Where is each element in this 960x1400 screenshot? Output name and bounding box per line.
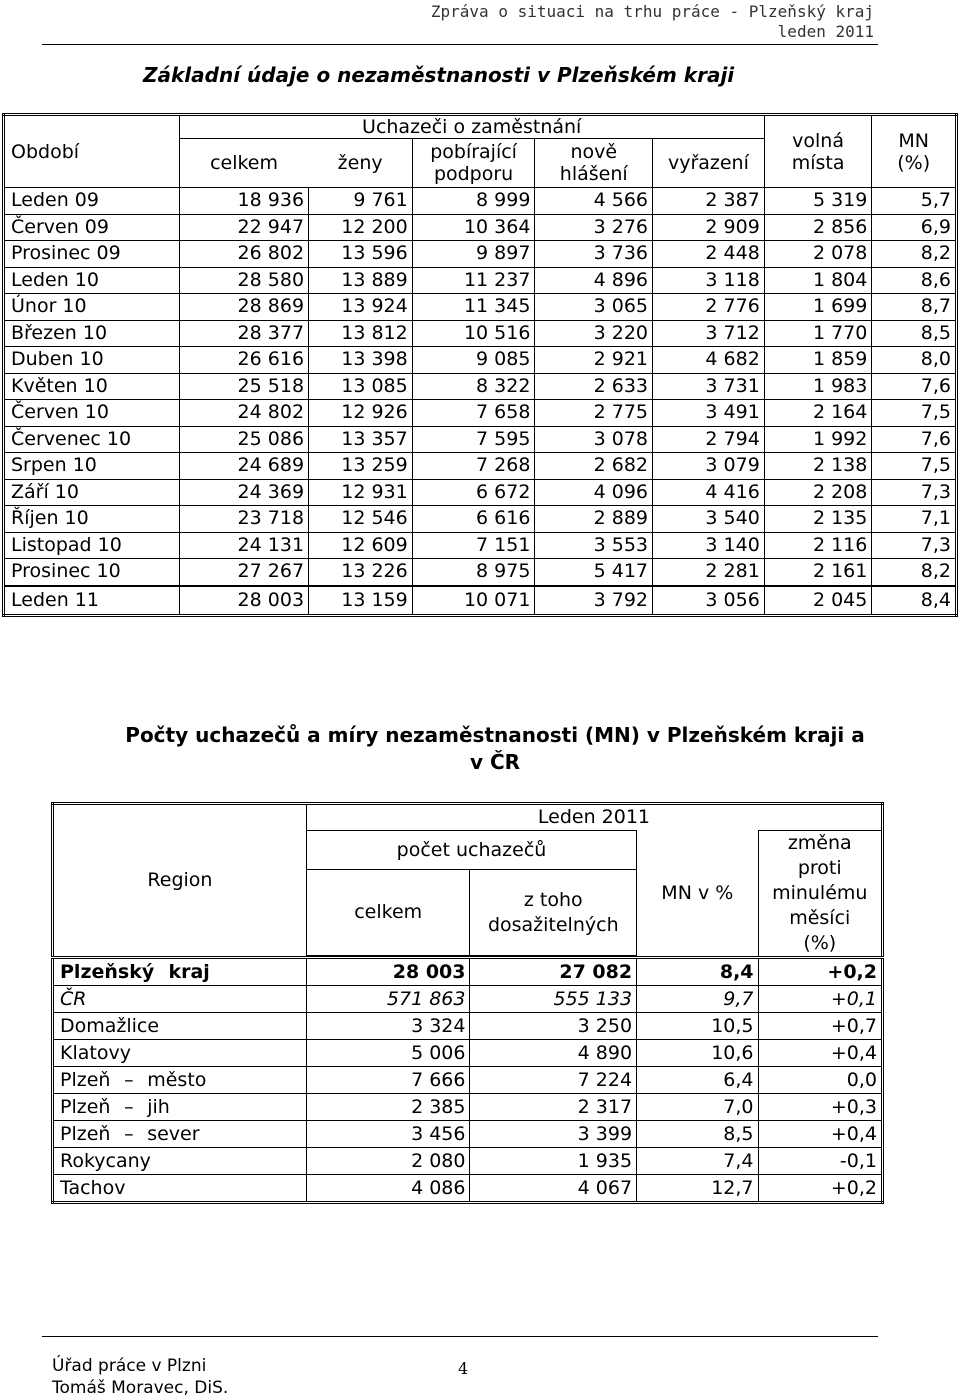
report-title: Zpráva o situaci na trhu práce - Plzeňský kraj [430, 2, 874, 21]
value-cell: 3 118 [653, 267, 765, 294]
value-cell: 7,5 [872, 453, 957, 480]
table-row [4, 559, 957, 586]
value-cell: 1 804 [764, 267, 872, 294]
value-cell: 3 731 [653, 373, 765, 400]
value-cell: 13 924 [309, 294, 413, 321]
table-row [4, 214, 957, 241]
value-cell: 2 045 [764, 586, 872, 616]
region-cell: Tachov [53, 1175, 307, 1203]
regions-table [51, 802, 884, 1204]
value-cell: 2 448 [653, 241, 765, 268]
table-row [53, 986, 883, 1013]
value-cell: 27 267 [179, 559, 308, 586]
value-cell: 2 138 [764, 453, 872, 480]
period-cell: Červen 09 [4, 214, 180, 241]
value-cell: 2 889 [535, 506, 653, 533]
period-cell: Leden 10 [4, 267, 180, 294]
value-cell: 12,7 [637, 1175, 758, 1203]
value-cell: 7,6 [872, 373, 957, 400]
value-cell: 4 896 [535, 267, 653, 294]
value-cell: 28 580 [179, 267, 308, 294]
value-cell: 8 322 [412, 373, 535, 400]
value-cell: 3 540 [653, 506, 765, 533]
section2-title: Počty uchazečů a míry nezaměstnanosti (MN) v Plzeňském kraji a v ČR [125, 723, 865, 774]
value-cell: 4 096 [535, 479, 653, 506]
value-cell: 1 859 [764, 347, 872, 374]
value-cell: 4 416 [653, 479, 765, 506]
value-cell: 7,3 [872, 532, 957, 559]
value-cell: 571 863 [306, 986, 470, 1013]
period-cell: Březen 10 [4, 320, 180, 347]
col-removed: vyřazení [653, 139, 765, 188]
period-cell: Únor 10 [4, 294, 180, 321]
value-cell: 5 417 [535, 559, 653, 586]
value-cell: 6 616 [412, 506, 535, 533]
value-cell: 6,9 [872, 214, 957, 241]
value-cell: 2 385 [306, 1094, 470, 1121]
value-cell: 13 159 [309, 586, 413, 616]
region-cell: Plzeň – jih [53, 1094, 307, 1121]
period-cell: Listopad 10 [4, 532, 180, 559]
value-cell: 24 369 [179, 479, 308, 506]
region-cell: ČR [53, 986, 307, 1013]
value-cell: 6,4 [637, 1067, 758, 1094]
value-cell: 2 116 [764, 532, 872, 559]
value-cell: 2 856 [764, 214, 872, 241]
region-cell: Plzeňský kraj [53, 958, 307, 986]
value-cell: 7 224 [470, 1067, 637, 1094]
value-cell: 24 802 [179, 400, 308, 427]
value-cell: 2 921 [535, 347, 653, 374]
col-vacancies: volná místa [764, 115, 872, 188]
col-women: ženy [309, 139, 413, 188]
value-cell: 6 672 [412, 479, 535, 506]
value-cell: 3 250 [470, 1013, 637, 1040]
value-cell: 2 909 [653, 214, 765, 241]
value-cell: 1 770 [764, 320, 872, 347]
value-cell: 8,5 [872, 320, 957, 347]
footer-office: Úřad práce v Plzni [52, 1356, 207, 1376]
value-cell: 28 003 [179, 586, 308, 616]
region-cell: Domažlice [53, 1013, 307, 1040]
value-cell: 12 609 [309, 532, 413, 559]
footer-author: Tomáš Moravec, DiS. [52, 1378, 229, 1398]
value-cell: 1 699 [764, 294, 872, 321]
table-row [4, 373, 957, 400]
value-cell: 7,1 [872, 506, 957, 533]
table-row [53, 1067, 883, 1094]
value-cell: -0,1 [758, 1148, 882, 1175]
period-cell: Říjen 10 [4, 506, 180, 533]
region-cell: Rokycany [53, 1148, 307, 1175]
value-cell: 7,5 [872, 400, 957, 427]
col-total: celkem [306, 870, 470, 956]
value-cell: 13 596 [309, 241, 413, 268]
table-row [53, 958, 883, 986]
col-total: celkem [179, 139, 308, 188]
value-cell: 7 151 [412, 532, 535, 559]
value-cell: 28 377 [179, 320, 308, 347]
value-cell: 3 065 [535, 294, 653, 321]
value-cell: 3 079 [653, 453, 765, 480]
period-cell: Leden 11 [4, 586, 180, 616]
value-cell: 26 616 [179, 347, 308, 374]
table-row [53, 1148, 883, 1175]
value-cell: 13 398 [309, 347, 413, 374]
value-cell: 9,7 [637, 986, 758, 1013]
period-cell: Leden 09 [4, 188, 180, 215]
value-cell: 2 161 [764, 559, 872, 586]
value-cell: 3 712 [653, 320, 765, 347]
value-cell: 10 516 [412, 320, 535, 347]
value-cell: 3 078 [535, 426, 653, 453]
table-row [4, 586, 957, 616]
value-cell: 7 595 [412, 426, 535, 453]
value-cell: 10,6 [637, 1040, 758, 1067]
value-cell: 10 071 [412, 586, 535, 616]
value-cell: 3 553 [535, 532, 653, 559]
value-cell: 9 085 [412, 347, 535, 374]
table-row [4, 294, 957, 321]
table-row [4, 241, 957, 268]
unemployment-table [2, 113, 958, 617]
value-cell: 5 006 [306, 1040, 470, 1067]
value-cell: 13 889 [309, 267, 413, 294]
value-cell: 3 456 [306, 1121, 470, 1148]
value-cell: 3 324 [306, 1013, 470, 1040]
value-cell: 2 682 [535, 453, 653, 480]
value-cell: 12 200 [309, 214, 413, 241]
value-cell: 13 226 [309, 559, 413, 586]
value-cell: 3 220 [535, 320, 653, 347]
value-cell: 8,4 [637, 958, 758, 986]
value-cell: +0,4 [758, 1121, 882, 1148]
footer-rule [42, 1336, 878, 1337]
value-cell: 13 085 [309, 373, 413, 400]
value-cell: 10,5 [637, 1013, 758, 1040]
value-cell: 8,5 [637, 1121, 758, 1148]
col-available: z toho dosažitelných [470, 870, 637, 956]
value-cell: 12 926 [309, 400, 413, 427]
value-cell: 2 078 [764, 241, 872, 268]
value-cell: 9 897 [412, 241, 535, 268]
value-cell: 18 936 [179, 188, 308, 215]
col-benefits: pobírající podporu [412, 139, 535, 188]
value-cell: 5 319 [764, 188, 872, 215]
value-cell: 23 718 [179, 506, 308, 533]
value-cell: 2 135 [764, 506, 872, 533]
period-cell: Prosinec 10 [4, 559, 180, 586]
value-cell: 8 975 [412, 559, 535, 586]
value-cell: 4 682 [653, 347, 765, 374]
table-row [4, 453, 957, 480]
value-cell: 25 086 [179, 426, 308, 453]
value-cell: 10 364 [412, 214, 535, 241]
col-month: Leden 2011 [306, 804, 882, 831]
table-row [4, 267, 957, 294]
table-row [4, 479, 957, 506]
value-cell: 7 268 [412, 453, 535, 480]
table-row [4, 400, 957, 427]
period-cell: Září 10 [4, 479, 180, 506]
value-cell: 4 067 [470, 1175, 637, 1203]
value-cell: 7,4 [637, 1148, 758, 1175]
table-row [4, 426, 957, 453]
value-cell: 7,6 [872, 426, 957, 453]
value-cell: 4 566 [535, 188, 653, 215]
value-cell: 4 086 [306, 1175, 470, 1203]
value-cell: 12 546 [309, 506, 413, 533]
value-cell: 8 999 [412, 188, 535, 215]
period-cell: Prosinec 09 [4, 241, 180, 268]
table-row [4, 347, 957, 374]
value-cell: 13 357 [309, 426, 413, 453]
value-cell: 1 992 [764, 426, 872, 453]
value-cell: 24 131 [179, 532, 308, 559]
value-cell: 8,0 [872, 347, 957, 374]
value-cell: 7,3 [872, 479, 957, 506]
table-row [4, 188, 957, 215]
value-cell: 2 775 [535, 400, 653, 427]
value-cell: 3 736 [535, 241, 653, 268]
value-cell: 7 658 [412, 400, 535, 427]
table-row [53, 1013, 883, 1040]
table-row [53, 1121, 883, 1148]
value-cell: 28 003 [306, 958, 470, 986]
value-cell: 26 802 [179, 241, 308, 268]
col-group-applicants: Uchazeči o zaměstnání [179, 115, 764, 139]
table-row [4, 532, 957, 559]
value-cell: 2 164 [764, 400, 872, 427]
value-cell: 2 633 [535, 373, 653, 400]
value-cell: 7,0 [637, 1094, 758, 1121]
value-cell: 3 491 [653, 400, 765, 427]
value-cell: 11 237 [412, 267, 535, 294]
table-row [4, 506, 957, 533]
value-cell: 25 518 [179, 373, 308, 400]
value-cell: 0,0 [758, 1067, 882, 1094]
value-cell: 11 345 [412, 294, 535, 321]
value-cell: 4 890 [470, 1040, 637, 1067]
value-cell: 3 056 [653, 586, 765, 616]
table-row [53, 1175, 883, 1203]
period-cell: Duben 10 [4, 347, 180, 374]
value-cell: 8,2 [872, 241, 957, 268]
region-cell: Plzeň – město [53, 1067, 307, 1094]
value-cell: +0,7 [758, 1013, 882, 1040]
value-cell: 3 276 [535, 214, 653, 241]
table-row [53, 1040, 883, 1067]
col-period: Období [4, 115, 180, 188]
value-cell: +0,2 [758, 1175, 882, 1203]
value-cell: 5,7 [872, 188, 957, 215]
value-cell: 8,2 [872, 559, 957, 586]
col-change: změna proti minulému měsíci (%) [758, 831, 882, 958]
period-cell: Červen 10 [4, 400, 180, 427]
value-cell: 3 140 [653, 532, 765, 559]
value-cell: 555 133 [470, 986, 637, 1013]
col-region: Region [53, 804, 307, 958]
value-cell: 24 689 [179, 453, 308, 480]
value-cell: 13 259 [309, 453, 413, 480]
period-cell: Červenec 10 [4, 426, 180, 453]
region-cell: Plzeň – sever [53, 1121, 307, 1148]
value-cell: 12 931 [309, 479, 413, 506]
value-cell: 2 794 [653, 426, 765, 453]
value-cell: 3 792 [535, 586, 653, 616]
region-cell: Klatovy [53, 1040, 307, 1067]
col-new: nově hlášení [535, 139, 653, 188]
col-mn-percent: MN v % [637, 831, 758, 958]
table-row [4, 320, 957, 347]
value-cell: 22 947 [179, 214, 308, 241]
page-number: 4 [458, 1359, 469, 1378]
section1-title: Základní údaje o nezaměstnanosti v Plzeňském kraji [143, 63, 735, 87]
col-mn: MN (%) [872, 115, 957, 188]
value-cell: 9 761 [309, 188, 413, 215]
value-cell: 1 983 [764, 373, 872, 400]
value-cell: 2 281 [653, 559, 765, 586]
value-cell: 13 812 [309, 320, 413, 347]
table-row [53, 1094, 883, 1121]
value-cell: 2 080 [306, 1148, 470, 1175]
value-cell: 8,6 [872, 267, 957, 294]
value-cell: 8,7 [872, 294, 957, 321]
value-cell: 2 776 [653, 294, 765, 321]
col-count: počet uchazečů [306, 831, 636, 870]
report-month: leden 2011 [777, 22, 874, 41]
value-cell: 27 082 [470, 958, 637, 986]
value-cell: +0,4 [758, 1040, 882, 1067]
period-cell: Květen 10 [4, 373, 180, 400]
value-cell: +0,2 [758, 958, 882, 986]
value-cell: 7 666 [306, 1067, 470, 1094]
value-cell: +0,3 [758, 1094, 882, 1121]
value-cell: 2 387 [653, 188, 765, 215]
value-cell: 2 208 [764, 479, 872, 506]
header-rule [42, 44, 878, 45]
value-cell: 28 869 [179, 294, 308, 321]
value-cell: +0,1 [758, 986, 882, 1013]
value-cell: 8,4 [872, 586, 957, 616]
value-cell: 3 399 [470, 1121, 637, 1148]
period-cell: Srpen 10 [4, 453, 180, 480]
value-cell: 1 935 [470, 1148, 637, 1175]
value-cell: 2 317 [470, 1094, 637, 1121]
